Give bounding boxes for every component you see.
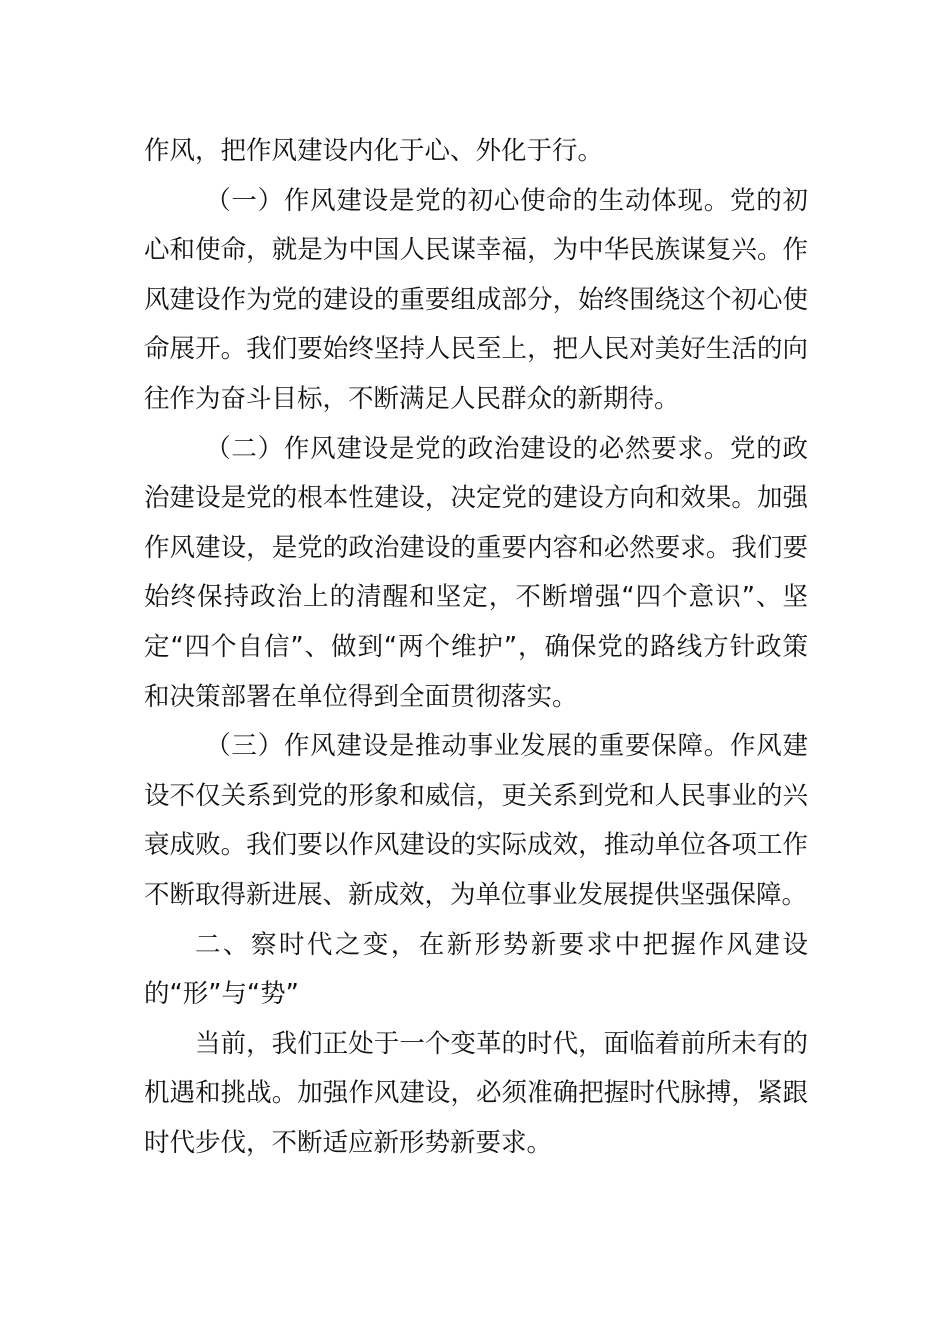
document-body <box>144 127 808 1168</box>
paragraph-continuation: 作风，把作风建设内化于心、外化于行。 <box>144 136 604 166</box>
paragraph-body: 当前，我们正处于一个变革的时代，面临着前所未有的机遇和挑战。加强作风建设，必须准确把握时代脉搏，紧跟时代步伐，不断适应新形势新要求。 <box>144 1028 808 1158</box>
paragraph-section-3: （三）作风建设是推动事业发展的重要保障。作风建设不仅关系到党的形象和威信，更关系到党和人民事业的兴衰成败。我们要以作风建设的实际成效，推动单位各项工作不断取得新进展、新成效，为单位事业发展提供坚强保障。 <box>144 731 808 910</box>
paragraph-section-1: （一）作风建设是党的初心使命的生动体现。党的初心和使命，就是为中国人民谋幸福，为中华民族谋复兴。作风建设作为党的建设的重要组成部分，始终围绕这个初心使命展开。我们要始终坚持人民至上，把人民对美好生活的向往作为奋斗目标，不断满足人民群众的新期待。 <box>144 185 808 414</box>
section-heading-2: 二、察时代之变，在新形势新要求中把握作风建设的“形”与“势” <box>144 929 808 1010</box>
paragraph-section-2: （二）作风建设是党的政治建设的必然要求。党的政治建设是党的根本性建设，决定党的建设方向和效果。加强作风建设，是党的政治建设的重要内容和必然要求。我们要始终保持政治上的清醒和坚定，不断增强“四个意识”、坚定“四个自信”、做到“两个维护”，确保党的路线方针政策和决策部署在单位得到全面贯彻落实。 <box>144 433 808 712</box>
